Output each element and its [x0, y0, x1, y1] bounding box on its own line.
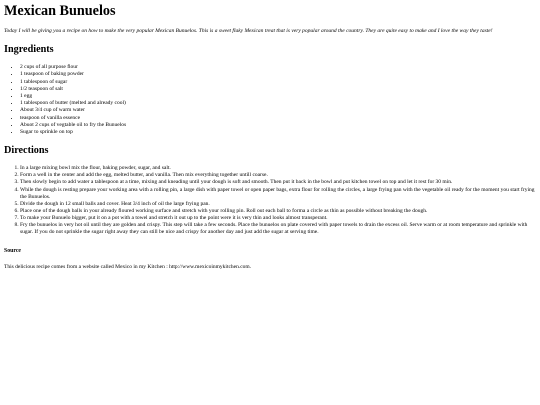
page-title: Mexican Bunuelos — [4, 3, 116, 19]
direction-step: 2. Form a well in the center and add the egg, melted butter, and vanilla. Then mix everything together untill coarse. — [20, 172, 536, 179]
ingredient-item: • 1 egg — [20, 93, 536, 100]
direction-step: 1. In a large mixing bowl mix the flour, baking powder, sugar, and salt. — [20, 165, 536, 172]
ingredient-item: • 1 tablespoon of butter (melted and already cool) — [20, 100, 536, 107]
direction-step: 5. Divide the dough in 12 small balls and cover. Heat 3/4 inch of oil the large frying pan. — [20, 201, 536, 208]
direction-step: 8. Fry the bunuelos in very hot oil until they are golden and crispy. This step will take a few seconds. Place the bunuelos on plate covered with paper towels to drain the excess oil. Serve warm or at room temperature and sprinkle with sugar. If you do not sprinkle the sugar right away they can still be nice and crispy for another day and just add the sugar at serving time. — [20, 222, 536, 236]
ingredient-item: • 1/2 teaspoon of salt — [20, 86, 536, 93]
source-text: This delicious recipe comes from a website called Mexico in my Kitchen : http://www.mexicoinmykitchen.com. — [4, 264, 252, 271]
ingredient-item: • 2 cups of all purpose flour — [20, 64, 536, 71]
ingredient-item: • Sugar to sprinkle on top — [20, 129, 536, 136]
direction-step: 6. Place one of the dough balls in your already floured working surface and stretch with your rolling pin. Roll out each ball to forma a circle as thin as possible without breaking the dough. — [20, 208, 536, 215]
ingredient-item: • 1 teaspoon of baking powder — [20, 71, 536, 78]
directions-heading: Directions — [4, 145, 49, 157]
direction-step: 3. Then slowly begin to add water a tablespoon at a time, mixing and kneading until your dough is soft and smooth. Then put it back in the bowl and put kitchen towel on top and let it rest for 30 min. — [20, 179, 536, 186]
intro-paragraph: Today I will be giving you a recipe on how to make the very popular Mexican Bunuelos. This is a sweet flaky Mexican treat that is very popular around the country. They are quite easy to make and I love the way they taste! — [4, 28, 493, 34]
source-heading: Source — [4, 248, 21, 255]
direction-step: 7. To make your Bunuelo bigger, put it on a pot with a towel and stretch it out up to the point were it is very thin and looks almost transperant. — [20, 215, 536, 222]
ingredient-item: • About 3/4 cup of warm water — [20, 107, 536, 114]
ingredient-item: • Abuot 2 cups of vegtable oil to fry the Bunuelos — [20, 122, 536, 129]
ingredient-item: • teaspoon of vanilla essence — [20, 115, 536, 122]
ingredients-list — [4, 64, 536, 136]
ingredients-heading: Ingredients — [4, 44, 54, 56]
directions-list — [4, 165, 536, 236]
direction-step: 4. While the dough is resting prepare your working area with a rolling pin, a large dish with paper towel or open paper bags, extra flour for rolling the circles, a large frying pan with the vegetable oil ready for the moment you start frying the Bunuelos. — [20, 187, 536, 201]
ingredient-item: • 1 tablespoon of sugar — [20, 79, 536, 86]
